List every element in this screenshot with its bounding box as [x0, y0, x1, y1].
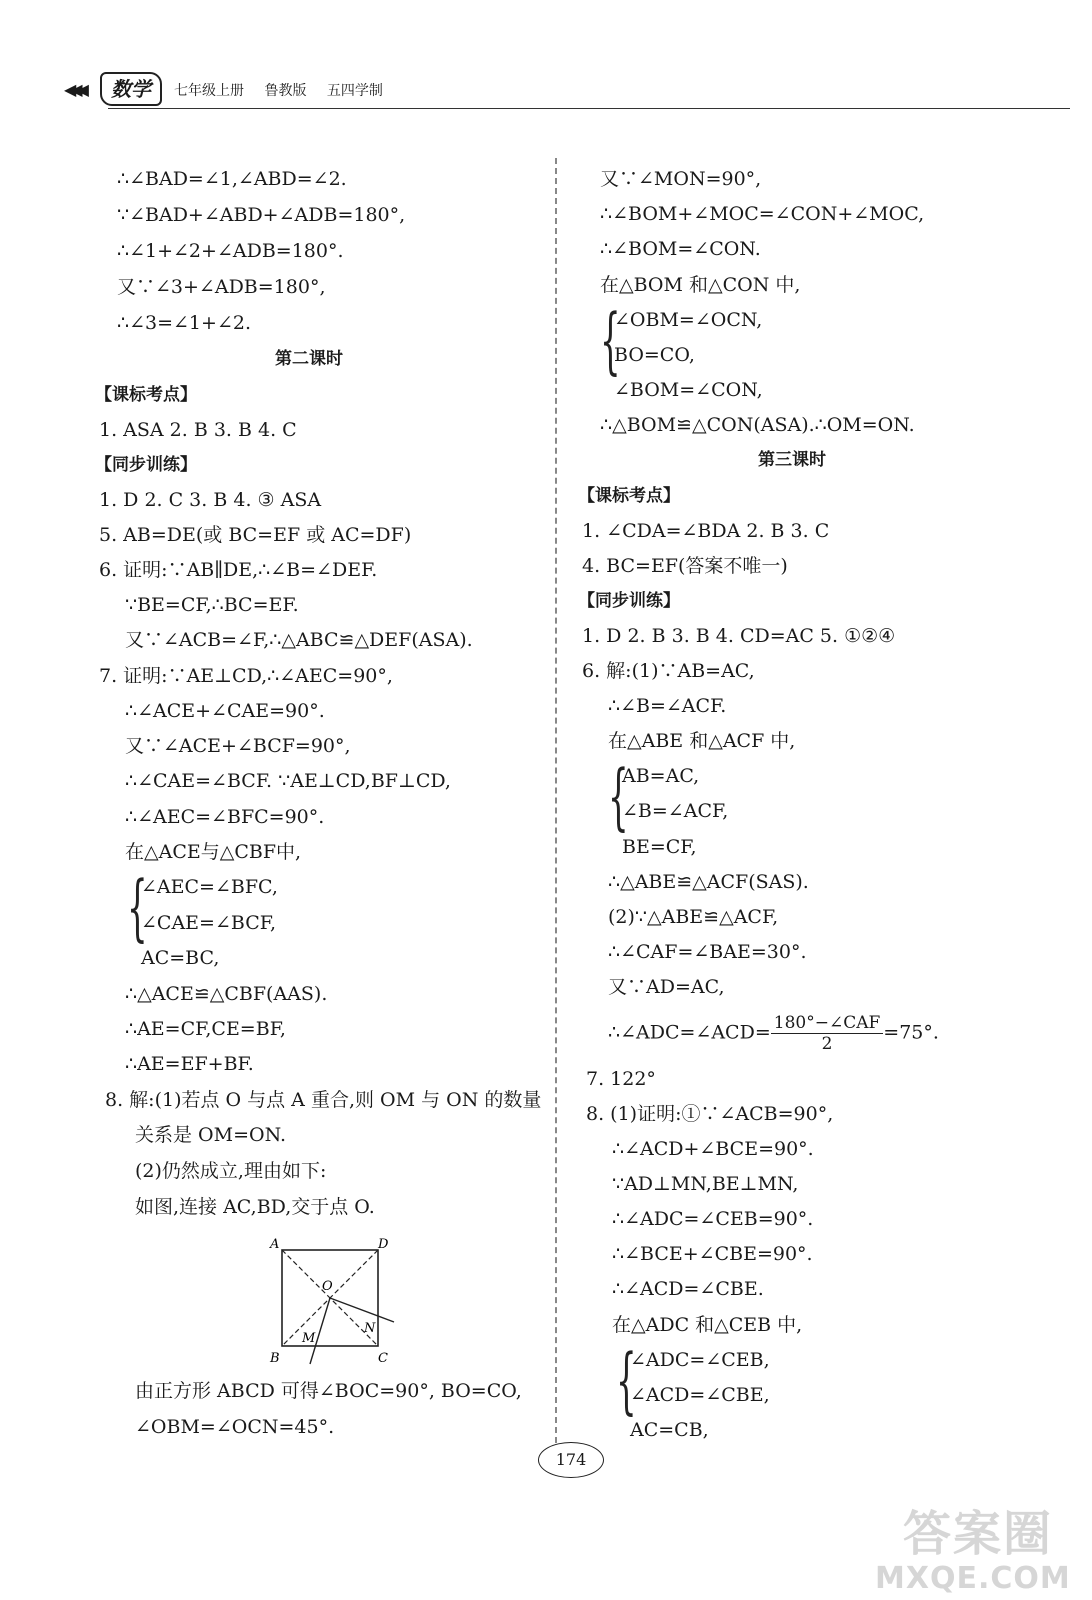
label-d: D [378, 1237, 389, 1252]
answer-line: 8. (1)证明:①∵∠ACB=90°, [586, 1103, 834, 1125]
text-line: ∵AD⊥MN,BE⊥MN, [612, 1173, 799, 1195]
text-line: ∴△ACE≌△CBF(AAS). [125, 983, 328, 1005]
answer-line: 1. ASA 2. B 3. B 4. C [99, 419, 297, 441]
condition-line: ∠AEC=∠BFC, [141, 876, 278, 898]
edition-label: 鲁教版 [264, 83, 307, 99]
condition-line: ∠OBM=∠OCN, [614, 309, 763, 331]
header-rule [108, 108, 1070, 109]
answer-line: 4. BC=EF(答案不唯一) [582, 555, 788, 577]
label-c: C [378, 1351, 388, 1366]
text-line: ∵BE=CF,∴BC=EF. [125, 594, 299, 616]
text-line: ∴∠B=∠ACF. [608, 695, 727, 717]
text-line: ∴△ABE≌△ACF(SAS). [608, 871, 809, 893]
text-line: ∴∠AEC=∠BFC=90°. [125, 806, 325, 828]
page-number: 174 [538, 1442, 604, 1478]
subject-logo: 数学 [100, 72, 162, 106]
answer-line: 7. 122° [586, 1068, 656, 1090]
grade-label: 七年级上册 [174, 83, 244, 99]
fraction [771, 1013, 884, 1054]
section-heading: 【课标考点】 [578, 486, 680, 506]
text-line: 又∵∠3+∠ADB=180°, [117, 276, 326, 298]
watermark [875, 1495, 1075, 1595]
left-brace: { [600, 298, 621, 382]
text-line: 在△ADC 和△CEB 中, [612, 1314, 803, 1336]
back-arrows-icon: ◀◀◀ [64, 80, 83, 99]
section-title: 第三课时 [758, 450, 826, 470]
text-line: ∴∠BOM=∠CON. [600, 238, 761, 260]
watermark-text: 答案圈 [903, 1506, 1054, 1562]
text-line: ∴∠ACD+∠BCE=90°. [612, 1138, 814, 1160]
page-header [50, 70, 1020, 110]
text-line: ∵∠BAD+∠ABD+∠ADB=180°, [117, 204, 406, 226]
condition-line: ∠B=∠ACF, [622, 800, 729, 822]
column-divider [555, 158, 557, 1443]
text-line: ∴∠BCE+∠CBE=90°. [612, 1243, 813, 1265]
answer-line: 1. D 2. C 3. B 4. ③ ASA [99, 489, 322, 511]
label-a: A [270, 1237, 280, 1252]
text-line: (2)∵△ABE≌△ACF, [608, 906, 779, 928]
condition-line: ∠CAE=∠BCF, [141, 912, 277, 934]
condition-line: AC=CB, [630, 1419, 709, 1441]
left-brace: { [616, 1338, 637, 1422]
answer-line: 5. AB=DE(或 BC=EF 或 AC=DF) [99, 524, 412, 546]
formula-suffix: =75°. [883, 1021, 939, 1044]
text-line: ∴∠3=∠1+∠2. [117, 312, 251, 334]
answer-line: 6. 证明:∵AB∥DE,∴∠B=∠DEF. [99, 559, 378, 581]
text-line: ∴∠CAE=∠BCF. ∵AE⊥CD,BF⊥CD, [125, 770, 451, 792]
condition-line: AB=AC, [622, 765, 700, 787]
text-line: 又∵∠ACE+∠BCF=90°, [125, 735, 351, 757]
condition-line: BO=CO, [614, 344, 695, 366]
section-title: 第二课时 [275, 349, 343, 369]
text-line: ∴△BOM≌△CON(ASA).∴OM=ON. [600, 414, 915, 436]
text-line: 又∵AD=AC, [608, 976, 725, 998]
text-line: 由正方形 ABCD 可得∠BOC=90°, BO=CO, [135, 1380, 522, 1402]
fraction-denominator: 2 [821, 1034, 833, 1054]
text-line: ∴∠1+∠2+∠ADB=180°. [117, 240, 344, 262]
answer-line: 1. ∠CDA=∠BDA 2. B 3. C [582, 520, 830, 542]
ray-on [330, 1298, 394, 1322]
text-line: ∴∠BOM+∠MOC=∠CON+∠MOC, [600, 203, 925, 225]
text-line: 又∵∠MON=90°, [600, 168, 762, 190]
label-o: O [322, 1279, 333, 1294]
label-n: N [364, 1321, 376, 1336]
section-heading: 【课标考点】 [95, 385, 197, 405]
square-diagram [262, 1232, 402, 1372]
text-line: 在△ACE与△CBF中, [125, 841, 302, 863]
text-line: 在△ABE 和△ACF 中, [608, 730, 796, 752]
condition-line: AC=BC, [141, 947, 220, 969]
text-line: ∴∠BAD=∠1,∠ABD=∠2. [117, 168, 347, 190]
label-m: M [302, 1331, 316, 1346]
answer-line: 8. 解:(1)若点 O 与点 A 重合,则 OM 与 ON 的数量 [105, 1089, 542, 1111]
condition-line: ∠BOM=∠CON, [614, 379, 763, 401]
text-line: ∴∠CAF=∠BAE=30°. [608, 941, 807, 963]
section-heading: 【同步训练】 [95, 455, 197, 475]
answer-line: 7. 证明:∵AE⊥CD,∴∠AEC=90°, [99, 665, 393, 687]
formula-prefix: ∴∠ADC=∠ACD= [608, 1021, 771, 1044]
section-heading: 【同步训练】 [578, 591, 680, 611]
condition-line: ∠ACD=∠CBE, [630, 1384, 770, 1406]
system-label: 五四学制 [326, 83, 383, 99]
condition-line: BE=CF, [622, 836, 697, 858]
answer-line: 1. D 2. B 3. B 4. CD=AC 5. ①②④ [582, 625, 896, 647]
condition-line: ∠ADC=∠CEB, [630, 1349, 770, 1371]
formula-line [608, 1013, 939, 1054]
text-line: ∴∠ADC=∠CEB=90°. [612, 1208, 814, 1230]
watermark-url: MXQE.COM [875, 1561, 1071, 1596]
text-line: (2)仍然成立,理由如下: [135, 1160, 327, 1182]
answer-line: 6. 解:(1)∵AB=AC, [582, 660, 755, 682]
left-brace: { [608, 754, 629, 838]
text-line: ∴∠ACD=∠CBE. [612, 1278, 764, 1300]
fraction-numerator: 180°−∠CAF [771, 1013, 884, 1034]
left-brace: { [127, 865, 148, 949]
text-line: 在△BOM 和△CON 中, [600, 274, 801, 296]
text-line: ∠OBM=∠OCN=45°. [135, 1416, 335, 1438]
text-line: 又∵∠ACB=∠F,∴△ABC≌△DEF(ASA). [125, 629, 473, 651]
text-line: 如图,连接 AC,BD,交于点 O. [135, 1196, 375, 1218]
text-line: ∴∠ACE+∠CAE=90°. [125, 700, 325, 722]
text-line: ∴AE=CF,CE=BF, [125, 1018, 286, 1040]
label-b: B [270, 1351, 280, 1366]
text-line: 关系是 OM=ON. [135, 1124, 287, 1146]
book-info [174, 80, 399, 100]
text-line: ∴AE=EF+BF. [125, 1053, 254, 1075]
